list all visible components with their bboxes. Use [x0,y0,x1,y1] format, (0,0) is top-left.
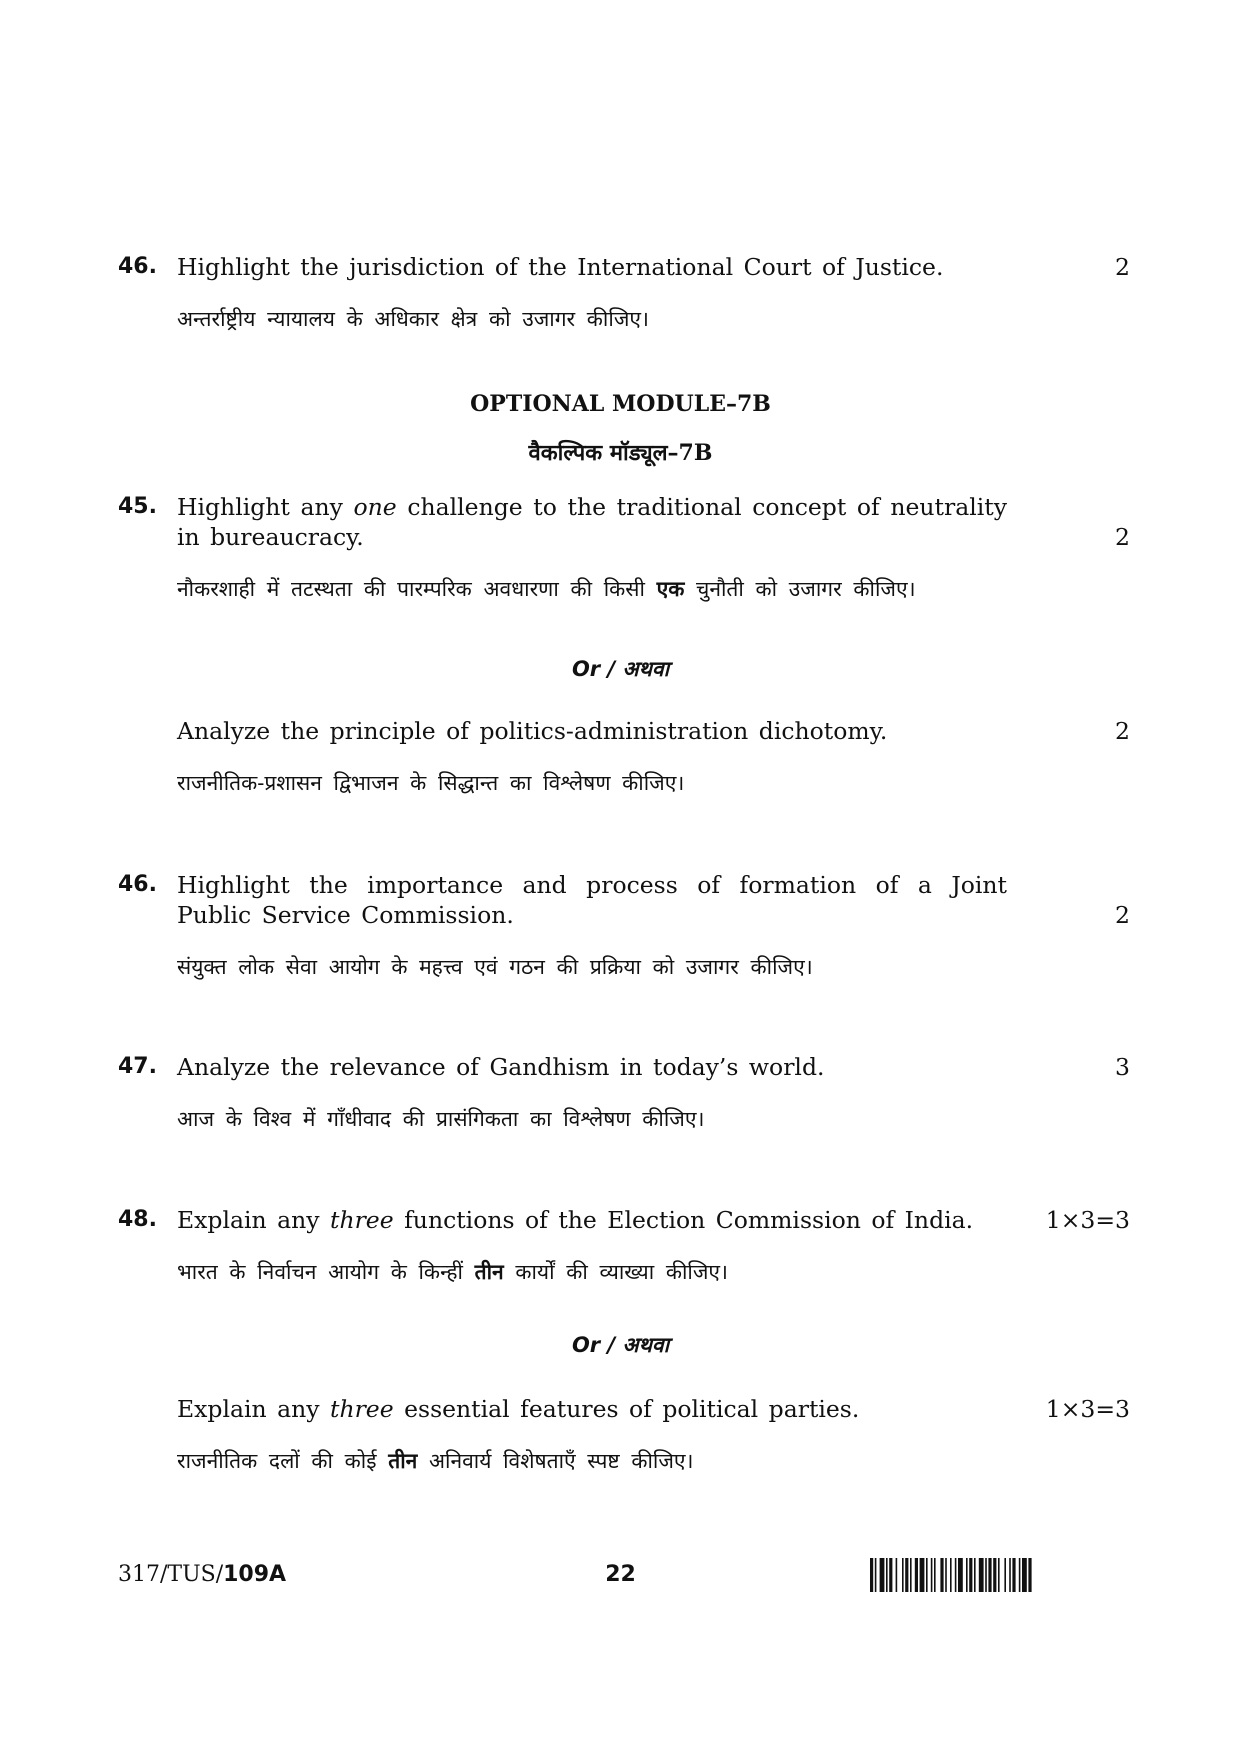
question-text-hindi: राजनीतिक दलों की कोई तीन अनिवार्य विशेषताएँ स्पष्ट कीजिए। [177,1448,694,1473]
question-text: Explain any three essential features of political parties. [177,1395,860,1423]
question-45-alternative [118,716,1130,798]
question-text-hindi: अन्तर्राष्ट्रीय न्यायालय के अधिकार क्षेत्र को उजागर कीजिए। [177,307,649,331]
question-number: 45. [118,494,157,519]
question-text: Analyze the relevance of Gandhism in today’s world. [177,1053,825,1081]
question-marks: 2 [1115,523,1130,551]
question-marks: 3 [1115,1053,1130,1081]
question-text: Explain any three functions of the Election Commission of India. [177,1206,974,1234]
paper-code: 317/TUS/109A [118,1562,287,1587]
module-title-english: OPTIONAL MODULE–7B [470,391,771,417]
question-text-hindi: संयुक्त लोक सेवा आयोग के महत्त्व एवं गठन की प्रक्रिया को उजागर कीजिए। [177,955,813,979]
question-48-election-commission [118,1205,1130,1287]
or-separator: Or / अथवा [571,657,670,681]
question-marks: 1×3=3 [1045,1395,1130,1423]
question-46-icj [118,252,1130,334]
question-number: 46. [118,872,157,897]
barcode-icon [870,1558,1132,1592]
emphasis-word: one [353,493,397,521]
question-text-hindi: भारत के निर्वाचन आयोग के किन्हीं तीन कार्यों की व्याख्या कीजिए। [177,1259,729,1284]
question-text: Analyze the principle of politics-administration dichotomy. [177,717,888,745]
question-text: Highlight the importance and process of formation of a Joint Public Service Commission. [177,871,1007,929]
question-text: Highlight the jurisdiction of the International Court of Justice. [177,253,944,281]
question-number: 47. [118,1054,157,1079]
emphasis-word: three [330,1395,394,1423]
question-47-gandhism [118,1052,1130,1134]
question-marks: 2 [1115,717,1130,745]
question-marks: 2 [1115,901,1130,929]
question-46-jpsc [118,870,1130,982]
or-separator: Or / अथवा [571,1333,670,1357]
page-number: 22 [605,1562,636,1587]
module-title-hindi: वैकल्पिक मॉड्यूल–7B [528,440,713,466]
question-text: Highlight any one challenge to the traditional concept of neutrality in bureaucracy. [177,493,1007,551]
question-marks: 2 [1115,253,1130,281]
question-text-hindi: राजनीतिक-प्रशासन द्विभाजन के सिद्धान्त का विश्लेषण कीजिए। [177,771,685,795]
question-number: 46. [118,254,157,279]
emphasis-word: three [330,1206,394,1234]
question-48-alternative [118,1394,1130,1476]
question-45-neutrality [118,492,1130,604]
question-text-hindi: नौकरशाही में तटस्थता की पारम्परिक अवधारणा की किसी एक चुनौती को उजागर कीजिए। [177,576,916,601]
question-number: 48. [118,1207,157,1232]
question-marks: 1×3=3 [1045,1206,1130,1234]
question-text-hindi: आज के विश्व में गाँधीवाद की प्रासंगिकता का विश्लेषण कीजिए। [177,1107,705,1131]
